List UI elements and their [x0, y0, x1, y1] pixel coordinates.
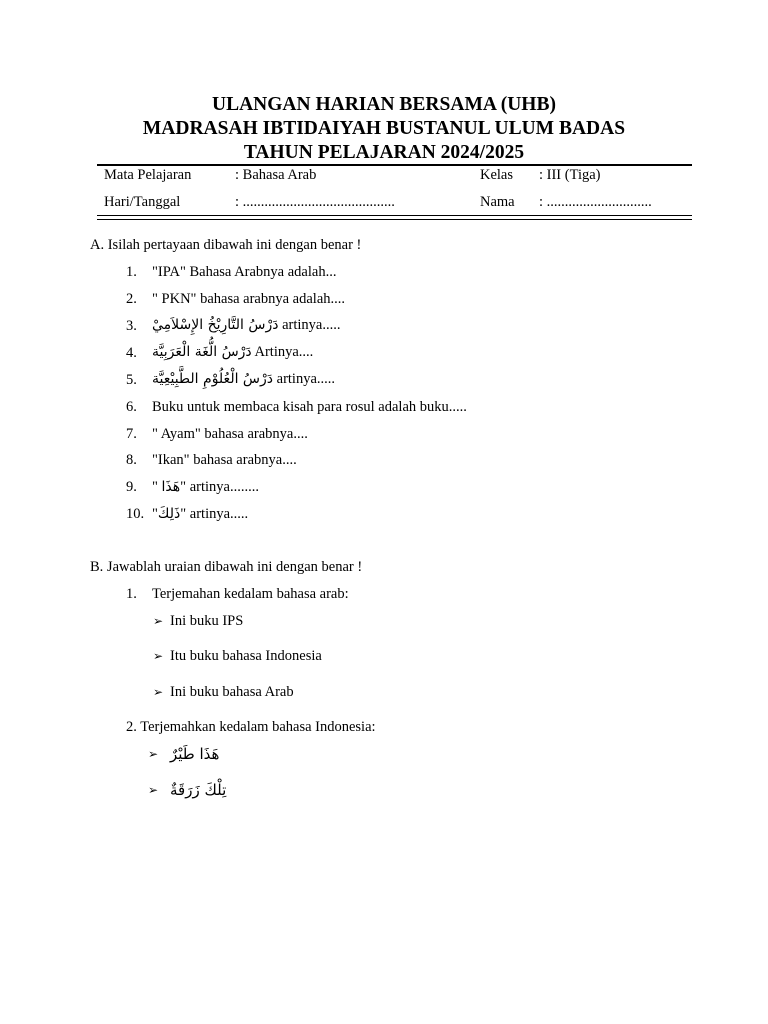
question-number: 3. [126, 318, 137, 334]
arabic-item [170, 780, 226, 801]
question-quote: " [152, 506, 158, 522]
arabic-item [170, 744, 219, 765]
question-item [152, 263, 336, 281]
question-text: Artinya.... [251, 344, 314, 360]
class-label: Kelas [480, 167, 514, 183]
question-number: 8. [126, 452, 137, 468]
question-number: 2. [126, 291, 137, 307]
question-item [152, 343, 313, 361]
question-text: " artinya..... [180, 506, 249, 522]
question-text: " Ayam" bahasa arabnya.... [152, 426, 308, 442]
question-item [152, 425, 308, 443]
question-text: artinya..... [273, 371, 336, 387]
arabic-phrase: دَرْسُ الُّغَة الْعَرَبِيَّة [152, 344, 252, 360]
section-b-heading: B. Jawablah uraian dibawah ini dengan benar ! [90, 559, 363, 575]
question-item [152, 370, 335, 388]
arrowhead-bullet-icon: ➢ [148, 783, 159, 797]
question-text: Buku untuk membaca kisah para rosul adalah buku..... [152, 399, 467, 415]
question-item [152, 451, 297, 469]
arabic-sentence: هَذَا طَيْرٌ [170, 745, 220, 763]
date-label: Hari/Tanggal [104, 194, 181, 210]
question-number: 7. [126, 426, 137, 442]
translation-item: Ini buku bahasa Arab [170, 684, 294, 700]
arabic-word: ذَلِكَ [157, 506, 181, 522]
name-label: Nama [480, 194, 515, 210]
question-text: 2. Terjemahkan kedalam bahasa Indonesia: [126, 719, 376, 735]
arrowhead-bullet-icon: ➢ [153, 685, 164, 699]
header-divider-bottom-double [97, 219, 692, 220]
name-field[interactable]: : ............................. [539, 194, 652, 210]
question-number: 1. [126, 586, 137, 602]
arabic-phrase: دَرْسُ التَّارِيْخُ الإِسْلاَمِيْ [152, 317, 279, 333]
translation-item: Ini buku IPS [170, 613, 244, 629]
translation-item: Itu buku bahasa Indonesia [170, 648, 322, 664]
subject-value: : Bahasa Arab [235, 167, 317, 183]
question-text: artinya..... [278, 317, 341, 333]
question-text: " artinya........ [180, 479, 259, 495]
section-a-heading: A. Isilah pertayaan dibawah ini dengan benar ! [90, 237, 362, 253]
arabic-word: هَذَا [161, 479, 181, 495]
question-number: 10. [126, 506, 145, 522]
question-item [152, 398, 467, 416]
question-number: 4. [126, 345, 137, 361]
question-item [152, 290, 345, 308]
question-text: "Ikan" bahasa arabnya.... [152, 452, 297, 468]
question-item [152, 316, 340, 334]
question-item [152, 505, 248, 523]
academic-year: TAHUN PELAJARAN 2024/2025 [243, 142, 525, 163]
question-number: 6. [126, 399, 137, 415]
date-field[interactable]: : .......................................... [235, 194, 395, 210]
question-text: " PKN" bahasa arabnya adalah.... [152, 291, 346, 307]
arrowhead-bullet-icon: ➢ [153, 614, 164, 628]
question-text: Terjemahan kedalam bahasa arab: [152, 586, 349, 602]
arabic-phrase: دَرْسُ الْعُلُوْمِ الطَّبِيْعِيَّة [152, 371, 274, 387]
question-item [152, 478, 259, 496]
arabic-sentence: تِلْكَ زَرَقَةٌ [170, 781, 227, 799]
school-name: MADRASAH IBTIDAIYAH BUSTANUL ULUM BADAS [142, 118, 626, 139]
class-value: : III (Tiga) [539, 167, 601, 183]
arrowhead-bullet-icon: ➢ [148, 747, 159, 761]
arrowhead-bullet-icon: ➢ [153, 649, 164, 663]
question-quote: " [152, 479, 162, 495]
question-number: 9. [126, 479, 137, 495]
header-divider-bottom [97, 215, 692, 216]
subject-label: Mata Pelajaran [104, 167, 192, 183]
question-text: "IPA" Bahasa Arabnya adalah... [152, 264, 337, 280]
question-number: 5. [126, 372, 137, 388]
question-number: 1. [126, 264, 137, 280]
exam-title: ULANGAN HARIAN BERSAMA (UHB) [212, 94, 556, 115]
